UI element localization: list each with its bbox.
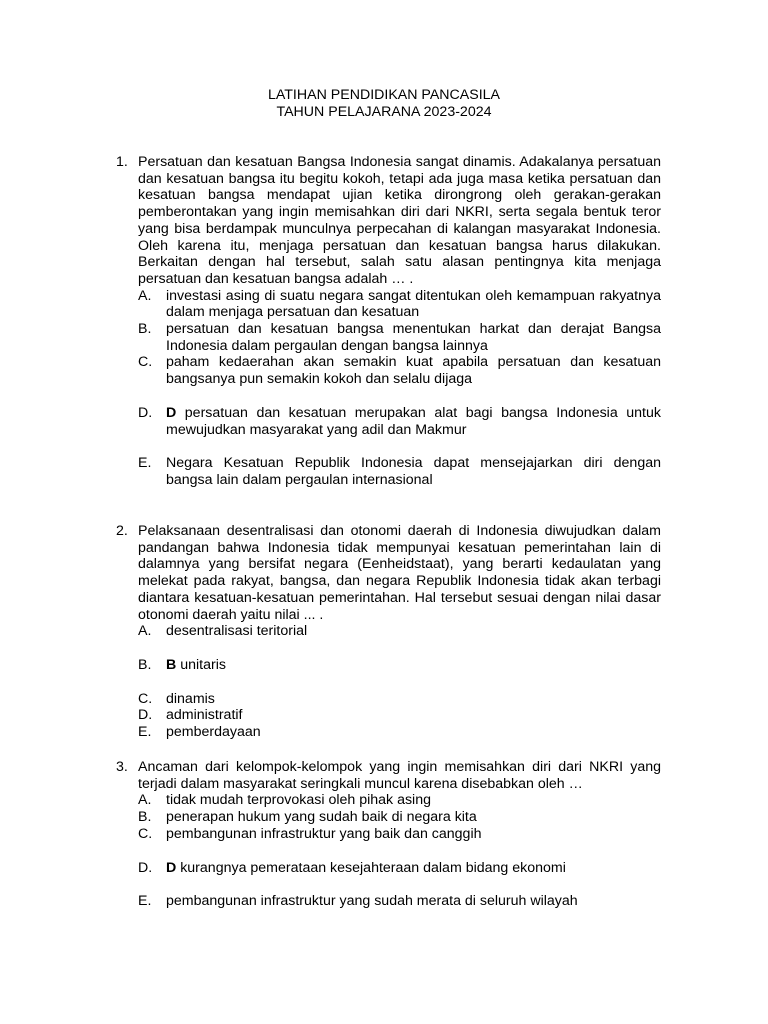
option-letter: E. bbox=[138, 724, 152, 741]
option-text: investasi asing di suatu negara sangat ditentukan oleh kemampuan rakyatnya dalam menjaga persatuan dan kesatuan bbox=[166, 287, 661, 321]
option-b bbox=[138, 809, 661, 826]
option-letter: E. bbox=[138, 893, 152, 910]
option-c bbox=[138, 354, 661, 387]
option-text: kurangnya pemerataan kesejahteraan dalam bidang ekonomi bbox=[180, 859, 566, 876]
question-number: 2. bbox=[116, 523, 128, 539]
option-text-wrap bbox=[166, 860, 661, 877]
option-e bbox=[138, 893, 661, 910]
option-c bbox=[138, 826, 661, 843]
option-e bbox=[138, 455, 661, 488]
option-text: tidak mudah terprovokasi oleh pihak asing bbox=[166, 792, 431, 809]
option-letter: A. bbox=[138, 623, 152, 640]
answer-mark: D bbox=[166, 404, 177, 421]
question-1 bbox=[116, 154, 661, 489]
option-b bbox=[138, 657, 661, 674]
option-text: Negara Kesatuan Republik Indonesia dapat mensejajarkan diri dengan bangsa lain dalam pergaulan internasional bbox=[166, 455, 661, 488]
option-a bbox=[138, 623, 661, 640]
option-a bbox=[138, 792, 661, 809]
answer-mark: B bbox=[166, 656, 177, 673]
option-text: pemberdayaan bbox=[166, 724, 261, 741]
option-d bbox=[138, 707, 661, 724]
option-text: administratif bbox=[166, 707, 243, 724]
option-text: persatuan dan kesatuan bangsa menentukan harkat dan derajat Bangsa Indonesia dalam pergaulan dengan bangsa lainnya bbox=[166, 321, 661, 354]
option-c bbox=[138, 691, 661, 708]
option-letter: B. bbox=[138, 809, 152, 826]
option-b bbox=[138, 321, 661, 354]
option-letter: A. bbox=[138, 792, 152, 809]
option-d bbox=[138, 405, 661, 438]
option-letter: D. bbox=[138, 404, 153, 421]
option-letter: C. bbox=[138, 825, 153, 842]
question-3 bbox=[116, 759, 661, 910]
option-text: dinamis bbox=[166, 690, 215, 707]
option-a bbox=[138, 288, 661, 321]
question-number: 1. bbox=[116, 154, 128, 170]
option-letter: E. bbox=[138, 455, 152, 472]
question-text: Persatuan dan kesatuan Bangsa Indonesia sangat dinamis. Adakalanya persatuan dan kesatuan bangsa itu begitu kokoh, tetapi ada juga masa ketika persatuan dan kesatuan bangsa mendapat ujian ketika dirongrong oleh gerakan-gerakan pemberontakan yang ingin memisahkan diri dari NKRI, serta segala bentuk teror yang bisa berdampak munculnya perpecahan di kalangan masyarakat Indonesia. Oleh karena itu, menjaga persatuan dan kesatuan bangsa harus dilakukan. Berkaitan dengan hal tersebut, salah satu alasan pentingnya kita menjaga persatuan dan kesatuan bangsa adalah … . bbox=[138, 154, 661, 287]
option-letter: A. bbox=[138, 287, 152, 304]
option-letter: B. bbox=[138, 656, 152, 673]
option-e bbox=[138, 724, 661, 741]
option-text: desentralisasi teritorial bbox=[166, 623, 308, 640]
option-d bbox=[138, 860, 661, 877]
option-text-wrap bbox=[166, 657, 661, 674]
option-text: pembangunan infrastruktur yang sudah merata di seluruh wilayah bbox=[166, 893, 578, 910]
question-text: Ancaman dari kelompok-kelompok yang ingin memisahkan diri dari NKRI yang terjadi dalam masyarakat seringkali muncul karena disebabkan oleh … bbox=[138, 759, 661, 792]
option-letter: C. bbox=[138, 690, 153, 707]
option-letter: D. bbox=[138, 859, 153, 876]
document-subtitle: TAHUN PELAJARANA 2023-2024 bbox=[276, 104, 492, 120]
option-text: penerapan hukum yang sudah baik di negara kita bbox=[166, 809, 477, 826]
answer-mark: D bbox=[166, 859, 177, 876]
option-text-wrap bbox=[166, 405, 661, 438]
question-2 bbox=[116, 523, 661, 741]
question-number: 3. bbox=[116, 759, 128, 775]
option-letter: D. bbox=[138, 707, 153, 724]
option-letter: B. bbox=[138, 321, 152, 338]
option-text: paham kedaerahan akan semakin kuat apabila persatuan dan kesatuan bangsanya pun semakin kokoh dan selalu dijaga bbox=[166, 354, 661, 388]
document-title: LATIHAN PENDIDIKAN PANCASILA bbox=[267, 87, 501, 103]
question-text: Pelaksanaan desentralisasi dan otonomi daerah di Indonesia diwujudkan dalam pandangan bahwa Indonesia tidak mempunyai kesatuan pemerintahan lain di dalamnya yang bersifat negara (Eenheidstaat), yang berarti kedaulatan yang melekat pada rakyat, bangsa, dan negara Republik Indonesia tidak akan terbagi diantara kesatuan-kesatuan pemerintahan. Hal tersebut sesuai dengan nilai dasar otonomi daerah yaitu nilai ... . bbox=[138, 523, 661, 623]
option-text: persatuan dan kesatuan merupakan alat bagi bangsa Indonesia untuk mewujudkan masyarakat yang adil dan Makmur bbox=[166, 404, 661, 438]
option-text: pembangunan infrastruktur yang baik dan canggih bbox=[166, 825, 482, 842]
option-text: unitaris bbox=[180, 656, 226, 673]
option-letter: C. bbox=[138, 354, 153, 371]
